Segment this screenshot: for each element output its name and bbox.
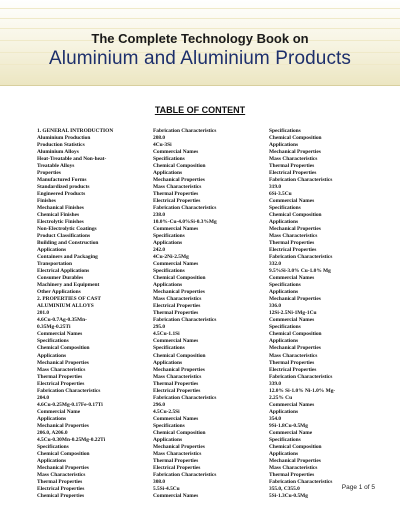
toc-entry: Thermal Properties — [37, 373, 83, 380]
toc-entry: 4.5Cu-2.5Si — [153, 408, 180, 415]
toc-entry: Mass Characteristics — [269, 352, 318, 359]
toc-entry: Properties — [37, 170, 61, 177]
toc-entry: Machinery and Equipment — [37, 282, 100, 289]
toc-column-1 — [37, 128, 113, 500]
toc-entry: 5.5Si-4.5Cu — [153, 485, 180, 492]
toc-entry: Thermal Properties — [269, 240, 315, 247]
toc-entry: Thermal Properties — [269, 471, 315, 478]
toc-entry: Manufactured Forms — [37, 177, 87, 184]
toc-entry: Standardized products — [37, 184, 90, 191]
toc-entry: Chemical Composition — [153, 163, 206, 170]
toc-entry: 10.0%-Cu-4.0%Si-0.3%Mg — [153, 219, 217, 226]
toc-entry: Applications — [37, 352, 67, 359]
toc-entry: Applications — [269, 142, 299, 149]
toc-entry: ALUMINIUM ALLOYS — [37, 303, 94, 310]
toc-entry: Mass Characteristics — [153, 296, 202, 303]
toc-entry: Commercial Names — [153, 149, 199, 156]
toc-entry: Fabrication Characteristics — [153, 394, 217, 401]
toc-entry: Mass Characteristics — [269, 464, 318, 471]
book-subtitle: The Complete Technology Book on — [91, 31, 309, 46]
toc-entry: Mechanical Properties — [37, 359, 89, 366]
toc-entry: Fabrication Characteristics — [37, 387, 101, 394]
toc-entry: Electrical Properties — [269, 366, 317, 373]
toc-entry: Specifications — [153, 233, 185, 240]
toc-entry: Electrolytic Finishes — [37, 219, 84, 226]
toc-entry: Mechanical Properties — [153, 443, 205, 450]
toc-entry: Electrical Properties — [269, 170, 317, 177]
toc-entry: Mechanical Properties — [269, 345, 321, 352]
toc-column-3 — [269, 128, 335, 500]
toc-entry: Thermal Properties — [37, 478, 83, 485]
toc-entry: Chemical Composition — [269, 212, 322, 219]
toc-entry: Commercial Names — [269, 317, 315, 324]
toc-entry: Transportation — [37, 261, 72, 268]
toc-entry: Mass Characteristics — [153, 184, 202, 191]
toc-entry: Applications — [37, 415, 67, 422]
toc-entry: Chemical Finishes — [37, 212, 80, 219]
toc-entry: Mass Characteristics — [269, 233, 318, 240]
toc-entry: Electrical Properties — [37, 380, 85, 387]
toc-entry: Thermal Properties — [153, 310, 199, 317]
toc-entry: Applications — [153, 282, 183, 289]
toc-entry: Applications — [153, 170, 183, 177]
toc-entry: Mechanical Properties — [269, 457, 321, 464]
toc-entry: Applications — [269, 450, 299, 457]
toc-entry: Engineered Products — [37, 191, 86, 198]
toc-entry: Electrical Properties — [37, 485, 85, 492]
toc-entry: Electrical Properties — [153, 464, 201, 471]
toc-entry: Mechanical Properties — [153, 177, 205, 184]
toc-entry: Commercial Names — [269, 198, 315, 205]
toc-entry: 201.0 — [37, 310, 50, 317]
toc-entry: 295.0 — [153, 324, 166, 331]
toc-entry: 12Si-2.5Ni-1Mg-1Cu — [269, 310, 317, 317]
toc-entry: 9.5%Si-3.0% Cu-1.0% Mg — [269, 268, 331, 275]
toc-entry: Aluminium Production — [37, 135, 91, 142]
toc-entry: 206.0, A206.0 — [37, 429, 68, 436]
toc-entry: Commercial Names — [153, 492, 199, 499]
toc-entry: Mass Characteristics — [153, 450, 202, 457]
toc-entry: Heat-Treatable and Non-heat- — [37, 156, 107, 163]
toc-entry: Applications — [37, 247, 67, 254]
toc-entry: Thermal Properties — [153, 380, 199, 387]
toc-entry: Applications — [269, 289, 299, 296]
toc-entry: Specifications — [269, 324, 301, 331]
toc-entry: Chemical Composition — [153, 275, 206, 282]
toc-entry: Fabrication Characteristics — [269, 254, 333, 261]
toc-entry: Chemical Composition — [269, 331, 322, 338]
toc-entry: Mass Characteristics — [37, 366, 86, 373]
toc-entry: Chemical Composition — [153, 429, 206, 436]
toc-entry: Product Classifications — [37, 233, 91, 240]
toc-entry: 0.35Mg-0.25Ti — [37, 324, 71, 331]
toc-entry: Mechanical Properties — [37, 422, 89, 429]
toc-entry: 1. GENERAL INTRODUCTION — [37, 128, 114, 134]
toc-entry: Specifications — [153, 156, 185, 163]
toc-entry: Thermal Properties — [153, 191, 199, 198]
toc-entry: Treatable Alloys — [37, 163, 75, 170]
toc-entry: Mechanical Properties — [269, 226, 321, 233]
toc-entry: Fabrication Characteristics — [269, 177, 333, 184]
toc-entry: Specifications — [153, 268, 185, 275]
toc-entry: 339.0 — [269, 380, 282, 387]
toc-entry: Mechanical Properties — [37, 464, 89, 471]
toc-entry: Mass Characteristics — [153, 373, 202, 380]
toc-entry: Fabrication Characteristics — [153, 205, 217, 212]
toc-entry: Consumer Durables — [37, 275, 84, 282]
toc-entry: 208.0 — [153, 135, 166, 142]
book-header-banner — [0, 0, 400, 86]
toc-entry: Chemical Composition — [269, 135, 322, 142]
toc-entry: Specifications — [269, 436, 301, 443]
toc-entry: Non-Electrolytic Coatings — [37, 226, 97, 233]
toc-entry: Applications — [269, 408, 299, 415]
toc-column-2 — [153, 128, 217, 500]
toc-entry: Thermal Properties — [269, 359, 315, 366]
toc-entry: Mechanical Finishes — [37, 205, 84, 212]
book-title: Aluminium and Aluminium Products — [48, 48, 352, 69]
toc-entry: Fabrication Characteristics — [153, 471, 217, 478]
toc-entry: Fabrication Characteristics — [269, 478, 333, 485]
page-indicator: Page 1 of 5 — [341, 484, 375, 491]
toc-entry: Mass Characteristics — [37, 471, 86, 478]
toc-entry: Mechanical Properties — [153, 289, 205, 296]
toc-entry: Containers and Packaging — [37, 254, 98, 261]
toc-entry: Applications — [37, 457, 67, 464]
toc-entry: 319.0 — [269, 184, 282, 191]
toc-entry: 4.5Cu-1.1Si — [153, 331, 180, 338]
toc-entry: Electrical Properties — [269, 247, 317, 254]
toc-entry: Thermal Properties — [153, 457, 199, 464]
toc-entry: Building and Construction — [37, 240, 99, 247]
toc-entry: Commercial Names — [37, 331, 83, 338]
toc-entry: Specifications — [269, 282, 301, 289]
toc-entry: Thermal Properties — [269, 163, 315, 170]
toc-entry: 5Si-1.3Cu-0.5Mg — [269, 492, 308, 499]
toc-entry: 242.0 — [153, 247, 166, 254]
toc-entry: Applications — [269, 219, 299, 226]
toc-entry: Commercial Names — [153, 338, 199, 345]
toc-entry: Commercial Name — [37, 408, 81, 415]
toc-entry: 4.6Cu-0.25Mg-0.17Fe-0.17Ti — [37, 401, 103, 408]
toc-entry: Fabrication Characteristics — [153, 128, 217, 134]
toc-entry: Fabrication Characteristics — [153, 317, 217, 324]
toc-entry: 9Si-1.8Cu-0.5Mg — [269, 422, 308, 429]
toc-entry: 4Cu-2Ni-2.5Mg — [153, 254, 189, 261]
toc-entry: Chemical Properties — [37, 492, 85, 499]
toc-entry: Applications — [153, 359, 183, 366]
toc-entry: Mechanical Properties — [153, 366, 205, 373]
toc-entry: Production Statistics — [37, 142, 85, 149]
toc-entry: 332.0 — [269, 261, 282, 268]
toc-entry: Specifications — [37, 338, 69, 345]
toc-entry: Commercial Names — [153, 261, 199, 268]
toc-entry: 204.0 — [37, 394, 50, 401]
toc-heading: TABLE OF CONTENT — [154, 105, 246, 115]
toc-entry: Commercial Names — [153, 415, 199, 422]
toc-entry: 336.0 — [269, 303, 282, 310]
toc-entry: 308.0 — [153, 478, 166, 485]
toc-entry: Electrical Applications — [37, 268, 90, 275]
toc-entry: Commercial Names — [269, 275, 315, 282]
toc-entry: Specifications — [269, 128, 301, 134]
toc-entry: Specifications — [153, 422, 185, 429]
toc-entry: Specifications — [153, 345, 185, 352]
toc-entry: 355.0, C355.0 — [269, 485, 300, 492]
toc-entry: Chemical Composition — [269, 443, 322, 450]
toc-entry: Commercial Names — [153, 226, 199, 233]
toc-entry: Other Applications — [37, 289, 81, 296]
toc-entry: 238.0 — [153, 212, 166, 219]
toc-entry: Commercial Names — [269, 401, 315, 408]
toc-entry: Mechanical Properties — [269, 149, 321, 156]
toc-entry: Finishes — [37, 198, 56, 205]
toc-entry: Fabrication Characteristics — [269, 373, 333, 380]
toc-entry: Chemical Composition — [153, 352, 206, 359]
toc-entry: Applications — [153, 240, 183, 247]
toc-entry: Chemical Composition — [37, 450, 90, 457]
toc-entry: Specifications — [269, 205, 301, 212]
toc-entry: 354.0 — [269, 415, 282, 422]
toc-entry: 2.25% Cu — [269, 394, 293, 401]
toc-entry: 4Cu-3Si — [153, 142, 172, 149]
toc-entry: Applications — [153, 436, 183, 443]
toc-entry: Commercial Name — [269, 429, 313, 436]
toc-entry: Chemical Composition — [37, 345, 90, 352]
toc-entry: 4.5Cu-0.30Mn-0.25Mg-0.22Ti — [37, 436, 106, 443]
toc-entry: 12.0% Si-1.0% Ni-1.0% Mg- — [269, 387, 336, 394]
toc-entry: Aluminium Alloys — [37, 149, 79, 156]
toc-entry: 2. PROPERTIES OF CAST — [37, 296, 102, 303]
toc-entry: Applications — [269, 338, 299, 345]
toc-entry: Electrical Properties — [153, 198, 201, 205]
toc-entry: 4.6Cu-0.7Ag-0.35Mn- — [37, 317, 87, 324]
toc-entry: Electrical Properties — [153, 387, 201, 394]
toc-entry: Mechanical Properties — [269, 296, 321, 303]
toc-entry: Mass Characteristics — [269, 156, 318, 163]
toc-entry: Specifications — [37, 443, 69, 450]
toc-entry: Electrical Properties — [153, 303, 201, 310]
toc-entry: 6Si-3.5Cu — [269, 191, 292, 198]
toc-entry: 296.0 — [153, 401, 166, 408]
